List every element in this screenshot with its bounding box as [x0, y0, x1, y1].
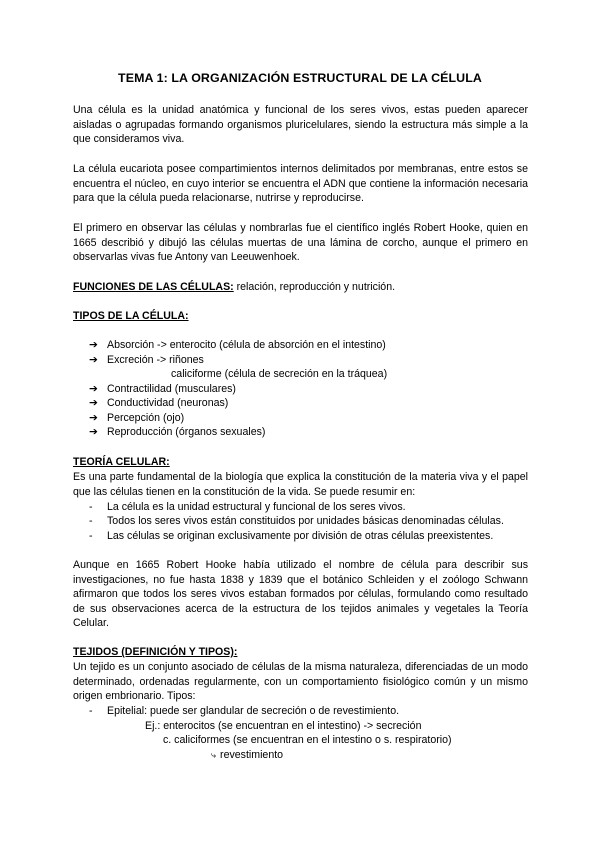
paragraph-eukaryotic-cell: La célula eucariota posee compartimientos internos delimitados por membranas, entre estos se encuentra el núcleo, en cuyo interior se encuentra el ADN que contiene la información necesaria para que la célula pueda relacionarse, nutrirse y reproducirse. — [73, 163, 528, 205]
dash-bullet: - — [89, 529, 93, 542]
list-item: ➔ Absorción -> enterocito (célula de absorción en el intestino) — [89, 339, 386, 351]
funciones-heading: FUNCIONES DE LAS CÉLULAS: — [73, 281, 234, 293]
dash-bullet: - — [89, 705, 93, 717]
tejidos-intro: Un tejido es un conjunto asociado de células de la misma naturaleza, diferenciadas de un modo determinado, ordenadas regularmente, con un comportamiento fisiológico común y un mismo origen embrionario. Tipos: — [73, 661, 528, 703]
revestimiento-line: ⤷ revestimiento — [211, 749, 284, 761]
arrow-icon: ➔ — [89, 353, 98, 366]
example-line: Ej.: enterocitos (se encuentran en el intestino) -> secreción — [145, 719, 422, 732]
arrow-icon: ➔ — [89, 382, 98, 395]
funciones-line — [73, 280, 395, 295]
list-item: - Epitelial: puede ser glandular de secreción o de revestimiento. — [89, 705, 400, 717]
teoria-closing: Aunque en 1665 Robert Hooke había utilizado el nombre de célula para describir sus investigaciones, no fue hasta 1838 y 1839 que el botánico Schleiden y el zoólogo Schwann afirmaron que todos los seres vivos estaban formados por células, formulando como resultado de sus observaciones acerca de la estructura de los tejidos animales y vegetales la Teoría Celular. — [73, 559, 528, 630]
list-item: ➔ Reproducción (órganos sexuales) — [89, 426, 266, 438]
arrow-icon: ➔ — [89, 339, 98, 351]
tejidos-heading: TEJIDOS (DEFINICIÓN Y TIPOS): — [73, 646, 238, 658]
list-item: ➔ Percepción (ojo) — [89, 411, 185, 424]
tipos-heading: TIPOS DE LA CÉLULA: — [73, 310, 189, 322]
page-title: TEMA 1: LA ORGANIZACIÓN ESTRUCTURAL DE LA CÉLULA — [118, 71, 482, 85]
paragraph-cell-definition: Una célula es la unidad anatómica y funcional de los seres vivos, estas pueden aparecer aisladas o agrupadas formando organismos pluricelulares, siendo la estructura más simple a la que consideramos viva. — [73, 104, 528, 146]
list-item: - Las células se originan exclusivamente por división de otras células preexistentes. — [89, 529, 494, 542]
list-item: - La célula es la unidad estructural y funcional de los seres vivos. — [89, 500, 406, 513]
funciones-text: relación, reproducción y nutrición. — [233, 281, 396, 293]
dash-bullet: - — [89, 500, 93, 513]
arrow-icon: ➔ — [89, 397, 98, 409]
list-sub-item: caliciforme (célula de secreción en la tráquea) — [171, 368, 388, 380]
list-item: ➔ Contractilidad (musculares) — [89, 382, 236, 395]
paragraph-history: El primero en observar las células y nombrarlas fue el científico inglés Robert Hooke, quien en 1665 describió y dibujó las células muertas de una lámina de corcho, aunque el primero en observarlas vivas fue Antony van Leeuwenhoek. — [73, 222, 528, 264]
list-item: - Todos los seres vivos están constituidos por unidades básicas denominadas células. — [89, 515, 504, 527]
list-item: ➔ Conductividad (neuronas) — [89, 397, 229, 409]
teoria-intro: Es una parte fundamental de la biología que explica la constitución de la materia viva y el papel que las células tienen en la constitución de la vida. Se puede resumir en: — [73, 471, 528, 498]
arrow-icon: ➔ — [89, 411, 98, 424]
example-line: c. caliciformes (se encuentran en el intestino o s. respiratorio) — [163, 734, 452, 746]
list-item: ➔ Excreción -> riñones — [89, 353, 204, 366]
dash-bullet: - — [89, 515, 93, 527]
teoria-heading: TEORÍA CELULAR: — [73, 456, 170, 468]
curved-arrow-icon: ⤷ — [211, 751, 217, 761]
arrow-icon: ➔ — [89, 426, 98, 438]
